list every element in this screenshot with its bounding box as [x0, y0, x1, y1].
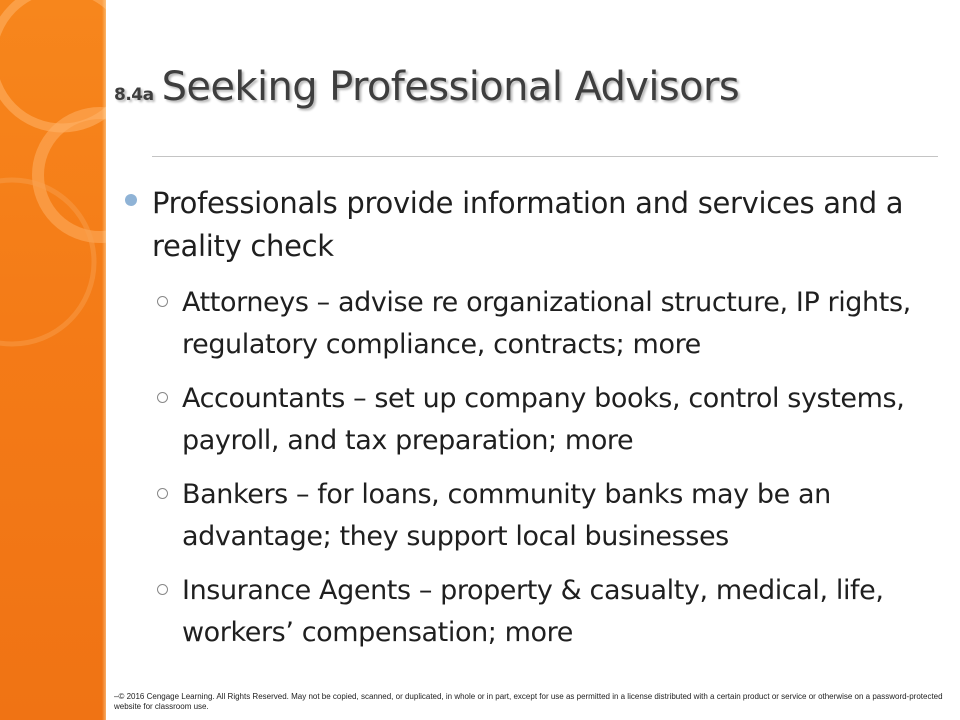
decorative-circles: [0, 0, 106, 720]
main-bullet: Professionals provide information and services and a reality check: [152, 186, 904, 263]
sub-bullet-marker-icon: [157, 488, 168, 499]
title-text: Seeking Professional Advisors: [161, 64, 740, 110]
sub-bullet-insurance: Insurance Agents – property & casualty, medical, life, workers’ compensation; more: [182, 575, 884, 648]
section-number: 8.4a: [114, 85, 154, 105]
sub-bullet-attorneys: Attorneys – advise re organizational structure, IP rights, regulatory compliance, contracts; more: [182, 287, 911, 360]
copyright-footer: –© 2016 Cengage Learning. All Rights Reserved. May not be copied, scanned, or duplicated, in whole or in part, except for use as permitted in a license distributed with a certain product or service or otherwise on a password-protected website for classroom use.: [114, 692, 943, 711]
sub-bullet-accountants: Accountants – set up company books, control systems, payroll, and tax preparation; more: [182, 383, 905, 456]
sub-bullet-marker-icon: [157, 584, 168, 595]
slide-title: [114, 64, 739, 110]
sub-bullet-bankers: Bankers – for loans, community banks may be an advantage; they support local businesses: [182, 479, 831, 552]
sub-bullet-marker-icon: [157, 392, 168, 403]
sub-bullet-marker-icon: [157, 296, 168, 307]
decorative-orange-sidebar: [0, 0, 106, 720]
title-divider: [152, 156, 938, 157]
bullet-dot-icon: [125, 194, 137, 206]
